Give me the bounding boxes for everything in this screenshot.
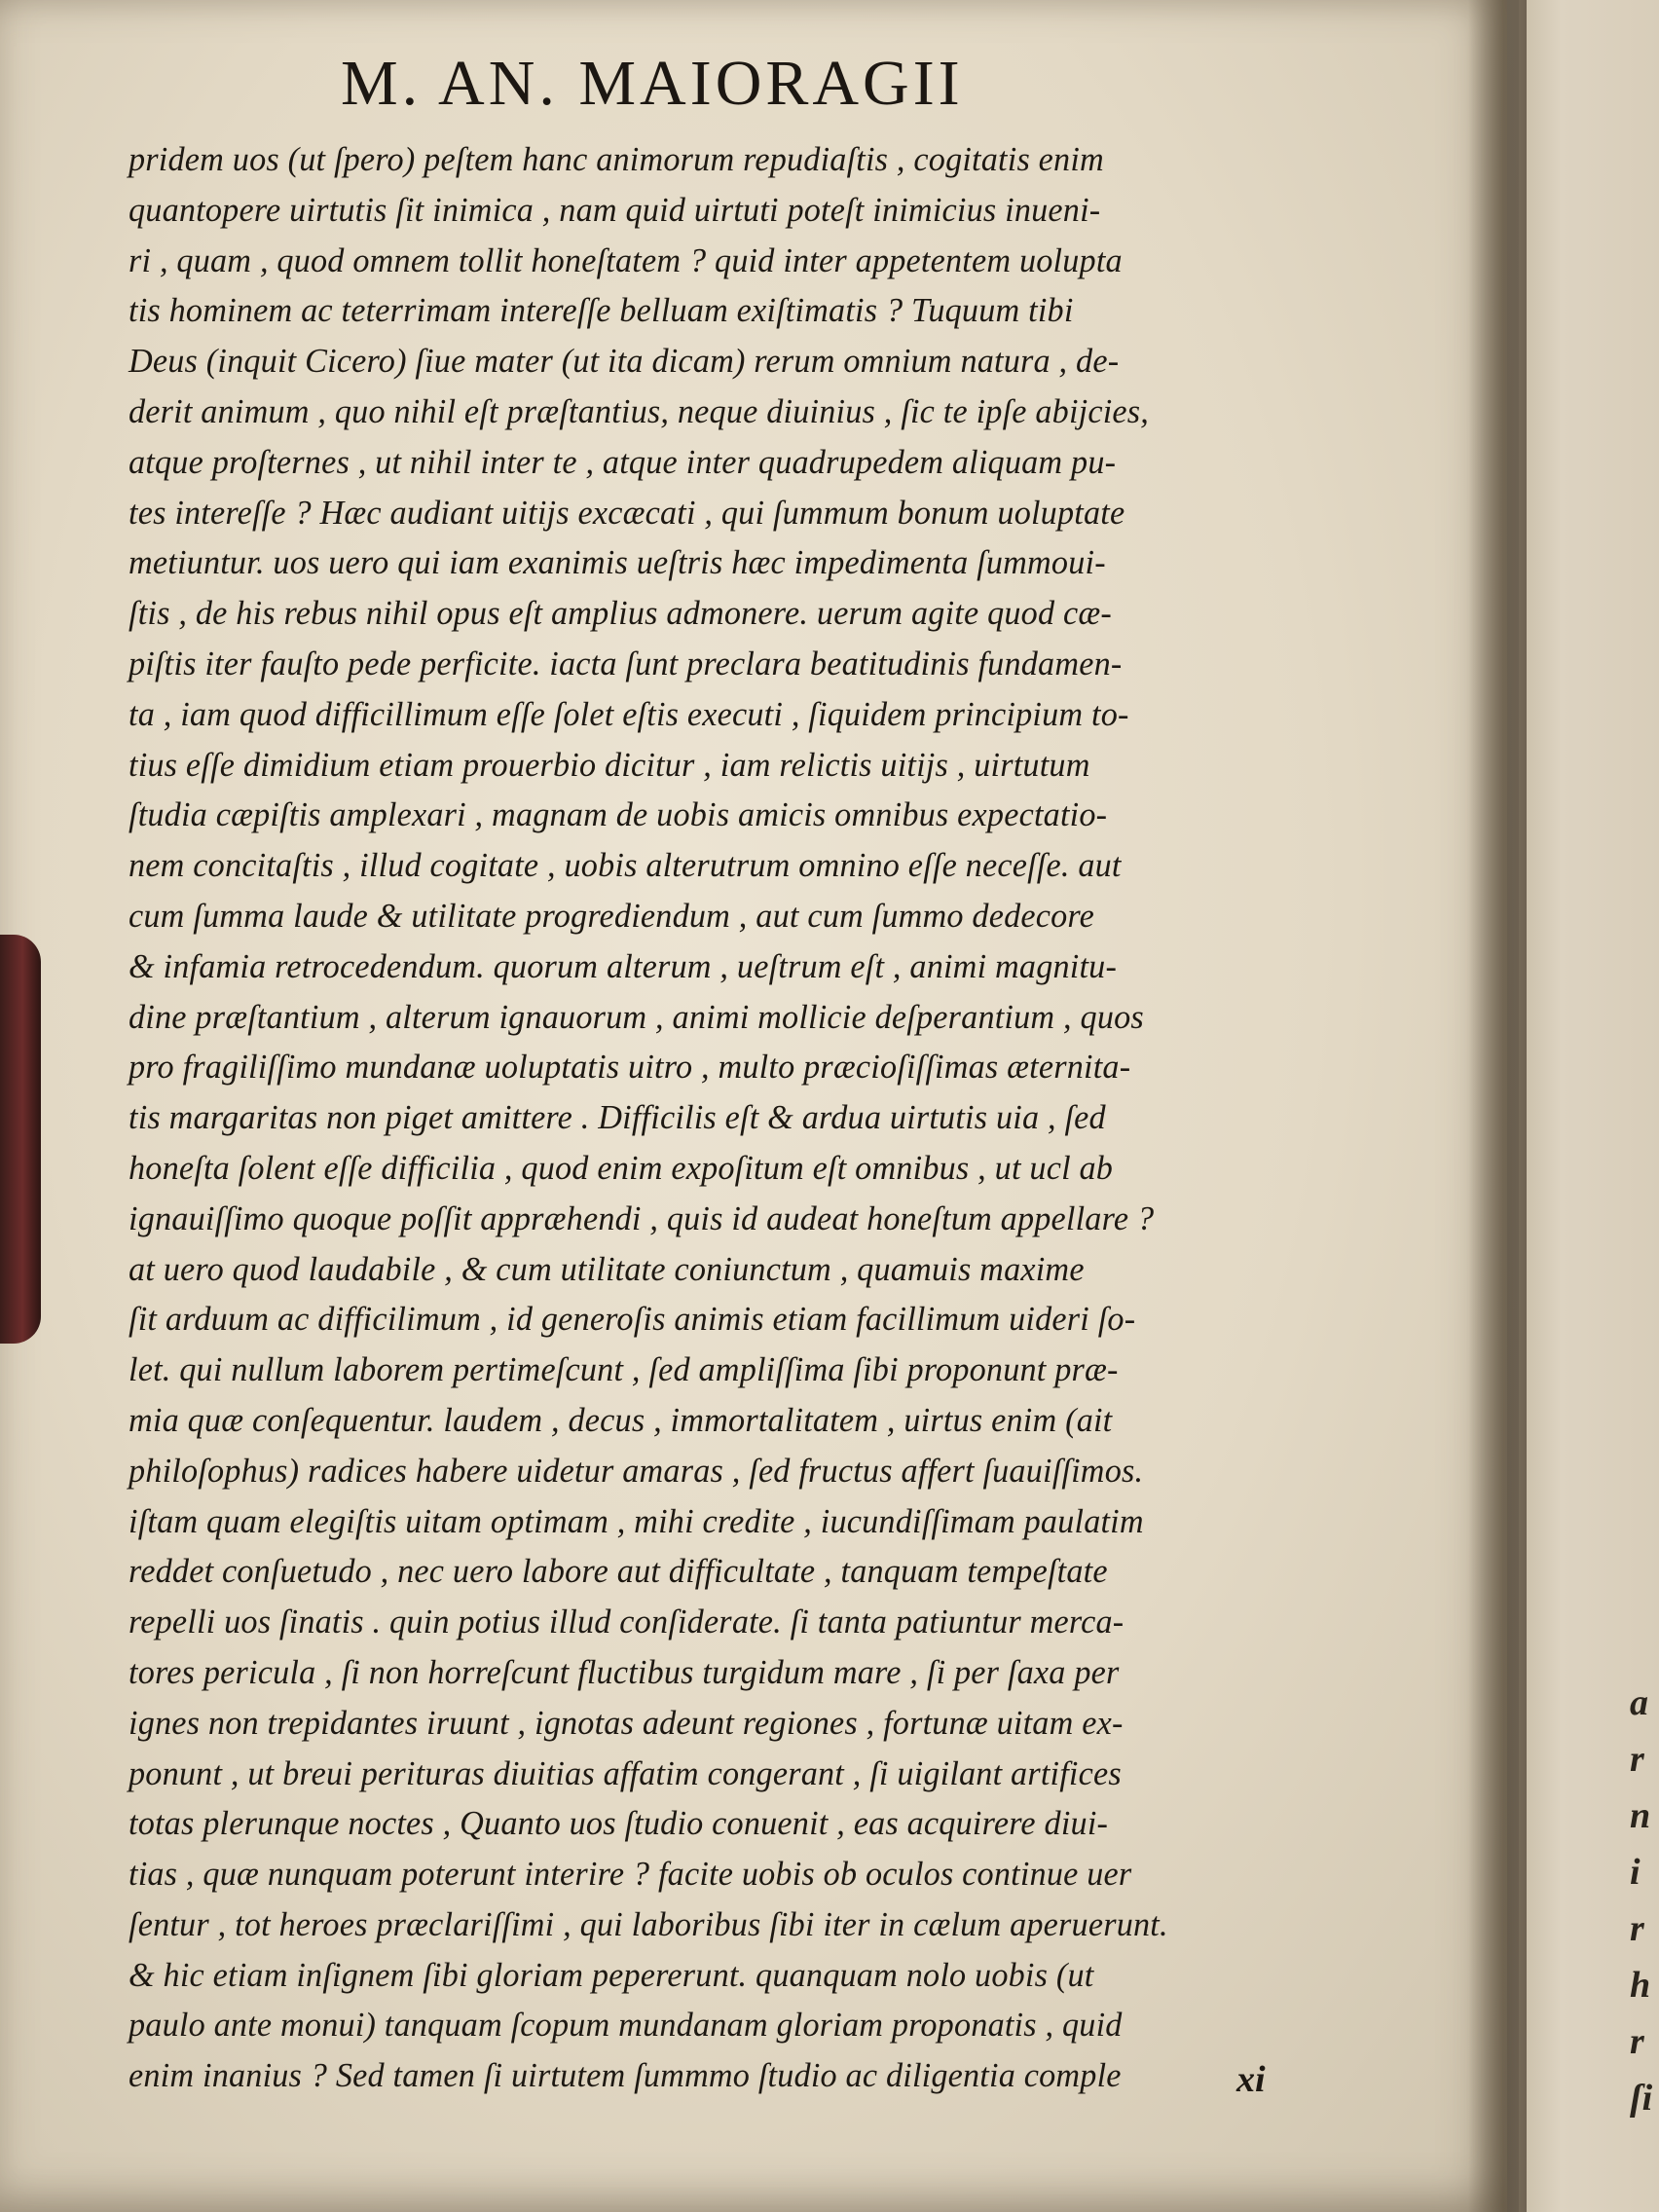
text-line: pridem uos (ut ſpero) peſtem hanc animorum repudiaſtis , cogitatis enim xyxy=(129,140,1104,178)
text-line: tes intereſſe ? Hæc audiant uitijs excæcati , qui ſummum bonum uoluptate xyxy=(129,493,1125,532)
text-line: derit animum , quo nihil eſt præſtantius, neque diuinius , ſic te ipſe abijcies, xyxy=(129,391,1150,430)
text-line: pro fragiliſſimo mundanæ uoluptatis uitro , multo præcioſiſſimas æternita- xyxy=(129,1048,1131,1087)
facing-glyph: n xyxy=(1630,1795,1651,1836)
text-line: iſtam quam elegiſtis uitam optimam , mihi credite , iucundiſſimam paulatim xyxy=(129,1501,1144,1540)
text-line: ta , iam quod difficillimum eſſe ſolet eſtis executi , ſiquidem principium to- xyxy=(129,694,1129,733)
text-line: tis hominem ac teterrimam intereſſe belluam exiſtimatis ? Tuquum tibi xyxy=(129,291,1074,330)
facing-glyph: h xyxy=(1630,1965,1651,2006)
text-line: tis margaritas non piget amittere . Difficilis eſt & ardua uirtutis uia , ſed xyxy=(129,1098,1106,1137)
text-line: totas plerunque noctes , Quanto uos ſtudio conuenit , eas acquirere diui- xyxy=(129,1804,1109,1843)
facing-glyph: r xyxy=(1630,1739,1644,1780)
text-line: quantopere uirtutis ſit inimica , nam quid uirtuti poteſt inimicius inueni- xyxy=(129,190,1101,229)
text-line: atque proſternes , ut nihil inter te , atque inter quadrupedem aliquam pu- xyxy=(129,442,1117,481)
gutter-shadow xyxy=(1468,0,1527,2212)
text-line: ſtudia cæpiſtis amplexari , magnam de uobis amicis omnibus expectatio- xyxy=(129,795,1108,834)
text-line: nem concitaſtis , illud cogitate , uobis alterutrum omnino eſſe neceſſe. aut xyxy=(129,846,1122,885)
text-line: ſtis , de his rebus nihil opus eſt amplius admonere. uerum agite quod cæ- xyxy=(129,594,1112,633)
text-line: piſtis iter fauſto pede perficite. iacta ſunt preclara beatitudinis fundamen- xyxy=(129,644,1123,682)
text-line: dine præſtantium , alterum ignauorum , animi mollicie deſperantium , quos xyxy=(129,997,1144,1036)
text-line: repelli uos ſinatis . quin potius illud conſiderate. ſi tanta patiuntur merca- xyxy=(129,1603,1124,1641)
facing-glyph: r xyxy=(1630,2021,1644,2062)
facing-page xyxy=(1519,0,1659,2212)
text-line: philoſophus) radices habere uidetur amaras , ſed fructus affert ſuauiſſimos. xyxy=(129,1451,1144,1490)
text-line: ſit arduum ac difficilimum , id generoſis animis etiam facillimum uideri ſo- xyxy=(129,1300,1136,1339)
text-line: & hic etiam inſignem ſibi gloriam pepererunt. quanquam nolo uobis (ut xyxy=(129,1955,1094,1994)
text-line: tius eſſe dimidium etiam prouerbio dicitur , iam relictis uitijs , uirtutum xyxy=(129,745,1090,784)
text-line: ri , quam , quod omnem tollit honeſtatem ? quid inter appetentem uolupta xyxy=(129,240,1123,279)
text-line: ignes non trepidantes iruunt , ignotas adeunt regiones , fortunæ uitam ex- xyxy=(129,1703,1124,1742)
text-line: honeſta ſolent eſſe difficilia , quod enim expoſitum eſt omnibus , ut ucl ab xyxy=(129,1148,1114,1187)
facing-glyph: i xyxy=(1630,1852,1641,1893)
text-line: at uero quod laudabile , & cum utilitate coniunctum , quamuis maxime xyxy=(129,1249,1085,1288)
text-line: ſentur , tot heroes præclariſſimi , qui laboribus ſibi iter in cælum aperuerunt. xyxy=(129,1904,1168,1943)
text-line: let. qui nullum laborem pertimeſcunt , ſed ampliſſima ſibi proponunt præ- xyxy=(129,1350,1119,1389)
text-line: mia quæ conſequentur. laudem , decus , immortalitatem , uirtus enim (ait xyxy=(129,1400,1113,1439)
text-line: reddet conſuetudo , nec uero labore aut difficultate , tanquam tempeſtate xyxy=(129,1552,1108,1591)
facing-glyph: a xyxy=(1630,1682,1648,1723)
bookmark-ribbon xyxy=(0,935,41,1344)
text-line: ignauiſſimo quoque poſſit appræhendi , quis id audeat honeſtum appellare ? xyxy=(129,1198,1155,1237)
text-line: & infamia retrocedendum. quorum alterum , ueſtrum eſt , animi magnitu- xyxy=(129,946,1118,985)
facing-page-margin-text xyxy=(1630,1675,1659,2126)
facing-glyph: ſi xyxy=(1630,2078,1653,2119)
text-line: Deus (inquit Cicero) ſiue mater (ut ita dicam) rerum omnium natura , de- xyxy=(129,342,1120,381)
text-line: metiuntur. uos uero qui iam exanimis ueſtris hæc impedimenta ſummoui- xyxy=(129,543,1106,582)
text-line: ponunt , ut breui perituras diuitias affatim congerant , ſi uigilant artifices xyxy=(129,1753,1122,1792)
text-line: tias , quæ nunquam poterunt interire ? facite uobis ob oculos continue uer xyxy=(129,1855,1132,1894)
text-line: paulo ante monui) tanquam ſcopum mundanam gloriam proponatis , quid xyxy=(129,2006,1123,2045)
body-text xyxy=(129,134,1384,2101)
text-line: enim inanius ? Sed tamen ſi uirtutem ſummmo ſtudio ac diligentia comple xyxy=(129,2056,1122,2095)
signature-mark: xi xyxy=(1236,2059,1266,2100)
text-line: cum ſumma laude & utilitate progrediendum , aut cum ſummo dedecore xyxy=(129,896,1095,935)
text-line: tores pericula , ſi non horreſcunt fluctibus turgidum mare , ſi per ſaxa per xyxy=(129,1652,1120,1691)
running-head: M. AN. MAIORAGII xyxy=(341,48,964,119)
facing-glyph: r xyxy=(1630,1908,1644,1949)
